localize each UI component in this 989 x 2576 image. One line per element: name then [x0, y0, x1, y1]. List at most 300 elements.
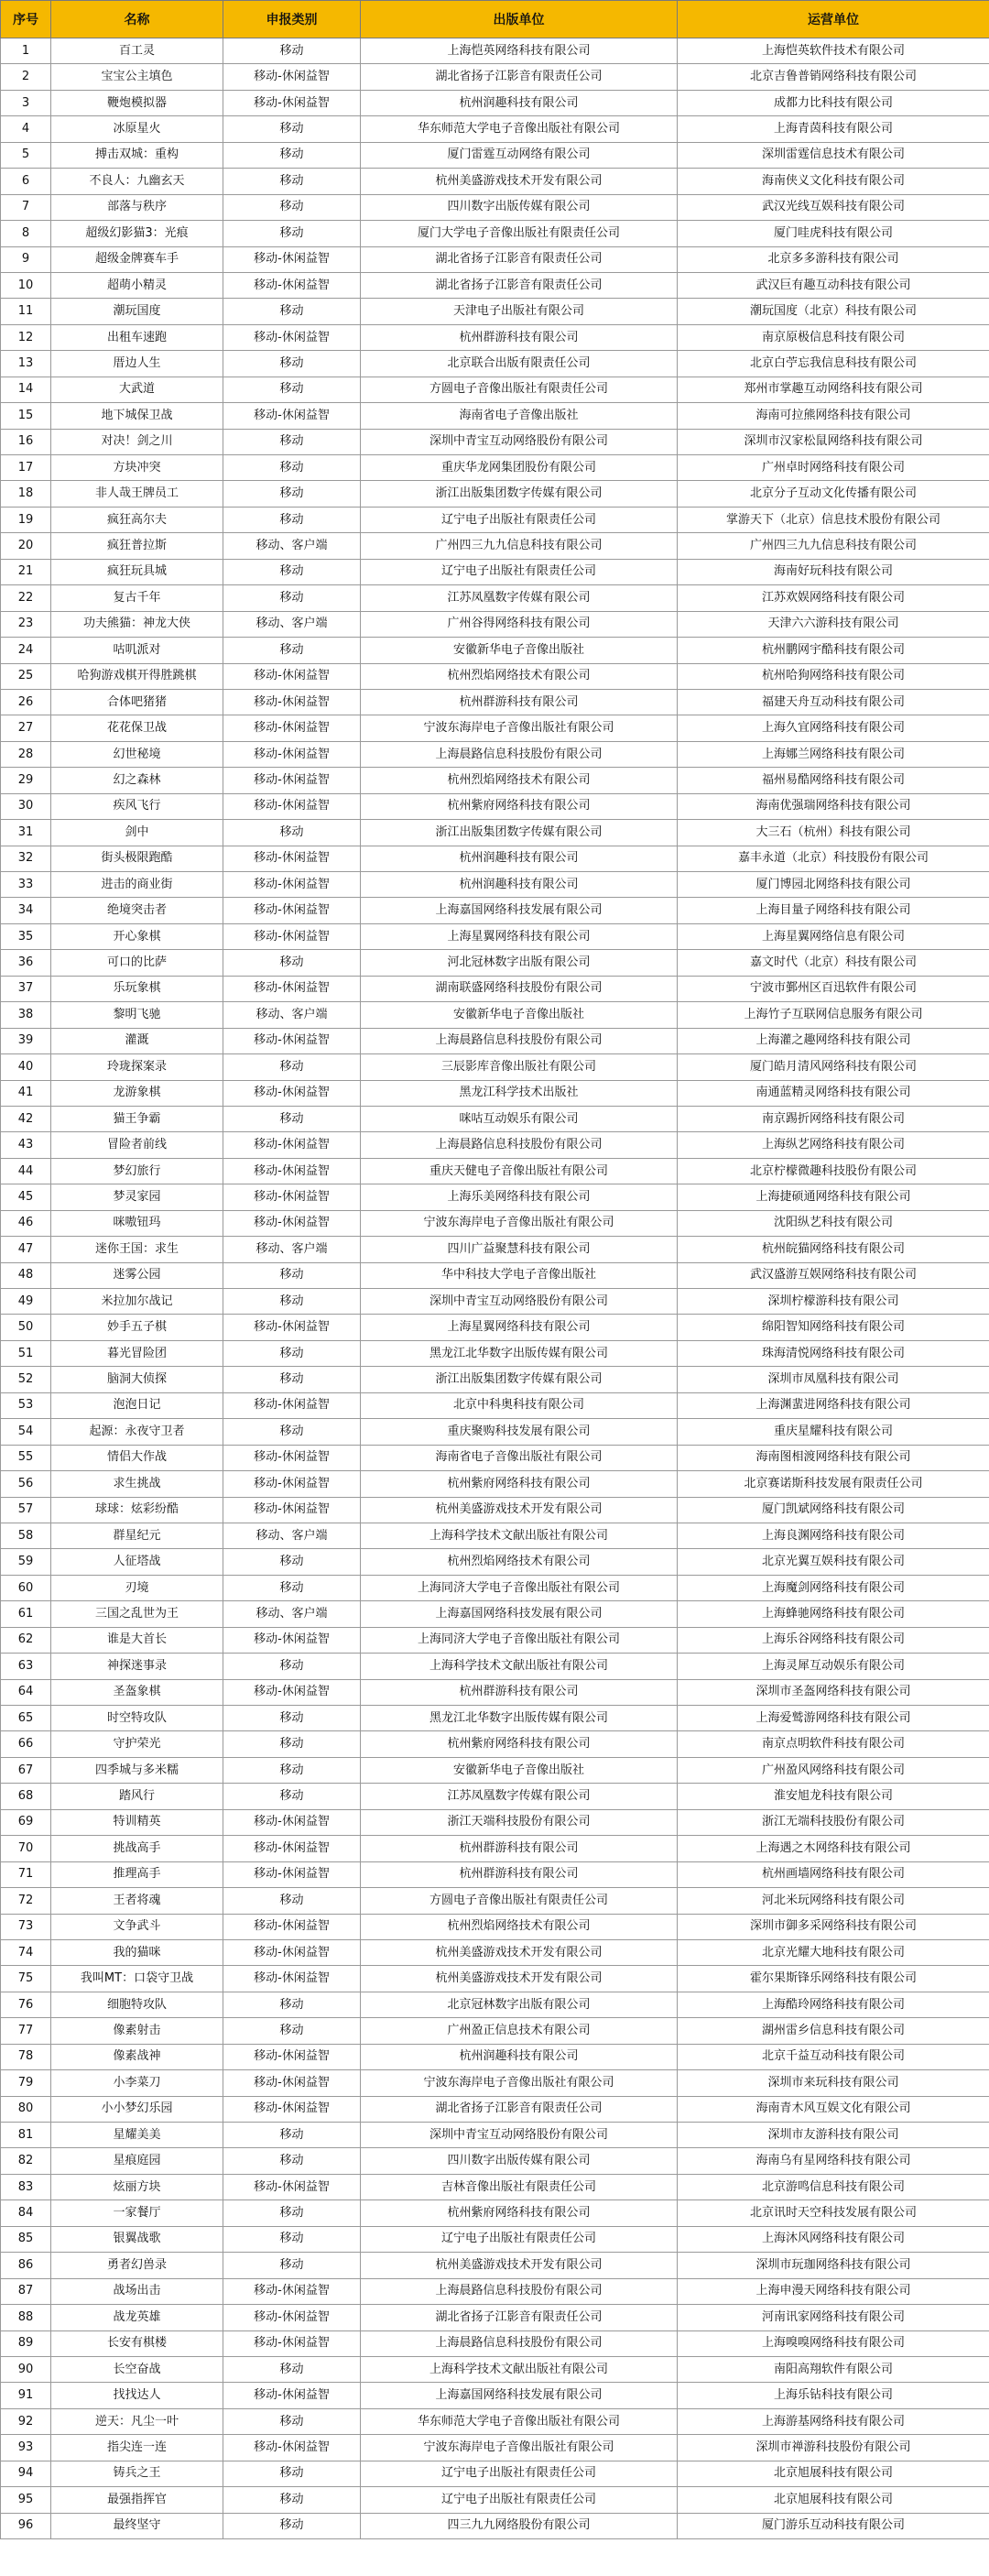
cell-name: 守护荣光 — [51, 1731, 223, 1757]
cell-number: 35 — [1, 923, 51, 949]
table-row — [1, 1757, 989, 1783]
table-row — [1, 611, 989, 637]
cell-operator: 深圳市来玩科技有限公司 — [678, 2070, 989, 2096]
cell-publisher: 上海星翼网络科技有限公司 — [361, 923, 678, 949]
cell-name: 梦幻旅行 — [51, 1158, 223, 1184]
table-row — [1, 403, 989, 429]
cell-category: 移动 — [223, 38, 361, 64]
cell-publisher: 上海科学技术文献出版社有限公司 — [361, 2356, 678, 2382]
table-row — [1, 898, 989, 923]
cell-operator: 上海娜兰网络科技有限公司 — [678, 741, 989, 767]
table-row — [1, 2200, 989, 2226]
cell-operator: 北京分子互动文化传播有限公司 — [678, 481, 989, 507]
cell-publisher: 黑龙江北华数字出版传媒有限公司 — [361, 1706, 678, 1731]
cell-operator: 海南侠义文化科技有限公司 — [678, 169, 989, 194]
cell-category: 移动 — [223, 1992, 361, 2017]
cell-operator: 南京点明软件科技有限公司 — [678, 1731, 989, 1757]
cell-operator: 上海申漫天网络科技有限公司 — [678, 2278, 989, 2304]
cell-name: 小小梦幻乐园 — [51, 2096, 223, 2122]
cell-category: 移动-休闲益智 — [223, 793, 361, 819]
cell-category: 移动 — [223, 2408, 361, 2434]
cell-operator: 广州卓时网络科技有限公司 — [678, 455, 989, 481]
cell-publisher: 上海晨路信息科技股份有限公司 — [361, 2278, 678, 2304]
cell-operator: 上海灵犀互动娱乐有限公司 — [678, 1654, 989, 1679]
cell-number: 18 — [1, 481, 51, 507]
cell-category: 移动 — [223, 169, 361, 194]
table-row — [1, 64, 989, 90]
cell-operator: 南京原极信息科技有限公司 — [678, 324, 989, 350]
cell-publisher: 杭州群游科技有限公司 — [361, 1836, 678, 1861]
cell-category: 移动、客户端 — [223, 1601, 361, 1627]
cell-operator: 海南可拉熊网络科技有限公司 — [678, 403, 989, 429]
cell-name: 开心象棋 — [51, 923, 223, 949]
cell-name: 星痕庭园 — [51, 2148, 223, 2174]
table-row — [1, 2278, 989, 2304]
table-row — [1, 1392, 989, 1418]
cell-publisher: 广州四三九九信息科技有限公司 — [361, 533, 678, 559]
cell-publisher: 河北冠林数字出版有限公司 — [361, 950, 678, 976]
cell-publisher: 宁波东海岸电子音像出版社有限公司 — [361, 1210, 678, 1236]
cell-number: 72 — [1, 1888, 51, 1914]
table-row — [1, 820, 989, 846]
cell-category: 移动 — [223, 377, 361, 402]
cell-number: 56 — [1, 1471, 51, 1497]
cell-operator: 海南好玩科技有限公司 — [678, 559, 989, 584]
cell-number: 30 — [1, 793, 51, 819]
cell-publisher: 四川数字出版传媒有限公司 — [361, 194, 678, 220]
cell-category: 移动 — [223, 1731, 361, 1757]
cell-number: 65 — [1, 1706, 51, 1731]
cell-name: 银翼战歌 — [51, 2226, 223, 2252]
cell-number: 70 — [1, 1836, 51, 1861]
cell-publisher: 湖南联盛网络科技股份有限公司 — [361, 976, 678, 1001]
cell-number: 96 — [1, 2513, 51, 2538]
cell-number: 90 — [1, 2356, 51, 2382]
cell-name: 幻世秘境 — [51, 741, 223, 767]
table-row — [1, 1340, 989, 1366]
cell-operator: 杭州画墙网络科技有限公司 — [678, 1861, 989, 1887]
cell-category: 移动-休闲益智 — [223, 768, 361, 793]
cell-publisher: 杭州烈焰网络技术有限公司 — [361, 1914, 678, 1939]
cell-number: 32 — [1, 846, 51, 871]
cell-number: 37 — [1, 976, 51, 1001]
cell-number: 47 — [1, 1237, 51, 1262]
cell-publisher: 上海科学技术文献出版社有限公司 — [361, 1654, 678, 1679]
table-row — [1, 715, 989, 741]
table-row — [1, 2513, 989, 2538]
cell-name: 街头极限跑酷 — [51, 846, 223, 871]
cell-operator: 厦门博园北网络科技有限公司 — [678, 872, 989, 898]
table-row — [1, 1210, 989, 1236]
cell-operator: 上海渊蜚进网络科技有限公司 — [678, 1392, 989, 1418]
cell-category: 移动 — [223, 221, 361, 246]
cell-operator: 武汉盛游互娱网络科技有限公司 — [678, 1262, 989, 1288]
cell-category: 移动-休闲益智 — [223, 976, 361, 1001]
cell-publisher: 上海嘉国网络科技发展有限公司 — [361, 2383, 678, 2408]
table-row — [1, 1419, 989, 1445]
cell-number: 92 — [1, 2408, 51, 2434]
table-row — [1, 2123, 989, 2148]
cell-category: 移动 — [223, 559, 361, 584]
cell-publisher: 厦门大学电子音像出版社有限责任公司 — [361, 221, 678, 246]
cell-number: 46 — [1, 1210, 51, 1236]
cell-number: 14 — [1, 377, 51, 402]
cell-number: 82 — [1, 2148, 51, 2174]
cell-operator: 潮玩国度（北京）科技有限公司 — [678, 299, 989, 324]
table-row — [1, 923, 989, 949]
cell-operator: 浙江无端科技股份有限公司 — [678, 1809, 989, 1835]
cell-operator: 嘉丰永道（北京）科技股份有限公司 — [678, 846, 989, 871]
cell-number: 39 — [1, 1028, 51, 1053]
table-row — [1, 299, 989, 324]
cell-category: 移动-休闲益智 — [223, 1836, 361, 1861]
table-row — [1, 1497, 989, 1523]
cell-category: 移动-休闲益智 — [223, 872, 361, 898]
cell-publisher: 海南省电子音像出版社有限公司 — [361, 1445, 678, 1470]
cell-name: 疾风飞行 — [51, 793, 223, 819]
cell-number: 75 — [1, 1966, 51, 1992]
cell-name: 复古千年 — [51, 585, 223, 611]
cell-category: 移动-休闲益智 — [223, 689, 361, 715]
cell-category: 移动-休闲益智 — [223, 923, 361, 949]
cell-name: 挑战高手 — [51, 1836, 223, 1861]
cell-category: 移动-休闲益智 — [223, 2174, 361, 2199]
cell-publisher: 华东师范大学电子音像出版社有限公司 — [361, 2408, 678, 2434]
cell-name: 战龙英雄 — [51, 2305, 223, 2330]
cell-category: 移动 — [223, 142, 361, 168]
table-row — [1, 1445, 989, 1470]
cell-name: 踏风行 — [51, 1784, 223, 1809]
cell-publisher: 华中科技大学电子音像出版社 — [361, 1262, 678, 1288]
table-row — [1, 1888, 989, 1914]
cell-category: 移动-休闲益智 — [223, 1184, 361, 1210]
cell-operator: 福州易酷网络科技有限公司 — [678, 768, 989, 793]
cell-operator: 武汉光线互娱科技有限公司 — [678, 194, 989, 220]
cell-number: 7 — [1, 194, 51, 220]
cell-publisher: 上海乐美网络科技有限公司 — [361, 1184, 678, 1210]
table-row — [1, 663, 989, 689]
cell-number: 58 — [1, 1523, 51, 1548]
cell-name: 出租车速跑 — [51, 324, 223, 350]
table-row — [1, 1132, 989, 1158]
cell-number: 38 — [1, 1002, 51, 1028]
table-row — [1, 1080, 989, 1106]
cell-category: 移动 — [223, 1757, 361, 1783]
cell-category: 移动 — [223, 1367, 361, 1392]
cell-category: 移动 — [223, 1654, 361, 1679]
table-row — [1, 377, 989, 402]
cell-name: 龙游象棋 — [51, 1080, 223, 1106]
cell-name: 对决！剑之川 — [51, 429, 223, 454]
cell-publisher: 上海晨路信息科技股份有限公司 — [361, 741, 678, 767]
table-row — [1, 2305, 989, 2330]
cell-category: 移动 — [223, 1340, 361, 1366]
cell-name: 长安有棋楼 — [51, 2330, 223, 2356]
cell-number: 71 — [1, 1861, 51, 1887]
table-row — [1, 2070, 989, 2096]
cell-publisher: 安徽新华电子音像出版社 — [361, 638, 678, 663]
cell-operator: 海南乌有星网络科技有限公司 — [678, 2148, 989, 2174]
cell-publisher: 重庆聚购科技发展有限公司 — [361, 1419, 678, 1445]
table-row — [1, 559, 989, 584]
cell-category: 移动 — [223, 585, 361, 611]
cell-publisher: 浙江出版集团数字传媒有限公司 — [361, 820, 678, 846]
cell-category: 移动-休闲益智 — [223, 715, 361, 741]
cell-publisher: 安徽新华电子音像出版社 — [361, 1757, 678, 1783]
cell-operator: 北京柠檬微趣科技股份有限公司 — [678, 1158, 989, 1184]
cell-number: 87 — [1, 2278, 51, 2304]
cell-number: 26 — [1, 689, 51, 715]
table-row — [1, 1706, 989, 1731]
cell-name: 进击的商业街 — [51, 872, 223, 898]
cell-name: 玲珑探案录 — [51, 1054, 223, 1080]
cell-number: 34 — [1, 898, 51, 923]
table-row — [1, 1549, 989, 1575]
cell-operator: 北京赛诺斯科技发展有限责任公司 — [678, 1471, 989, 1497]
cell-category: 移动 — [223, 950, 361, 976]
table-row — [1, 2174, 989, 2199]
cell-number: 61 — [1, 1601, 51, 1627]
cell-name: 迷你王国：求生 — [51, 1237, 223, 1262]
cell-name: 像素射击 — [51, 2018, 223, 2044]
cell-publisher: 北京中科奥科技有限公司 — [361, 1392, 678, 1418]
cell-publisher: 黑龙江北华数字出版传媒有限公司 — [361, 1340, 678, 1366]
cell-category: 移动、客户端 — [223, 611, 361, 637]
table-row — [1, 142, 989, 168]
table-row — [1, 1367, 989, 1392]
cell-name: 冰原星火 — [51, 116, 223, 142]
cell-publisher: 江苏凤凰数字传媒有限公司 — [361, 1784, 678, 1809]
cell-category: 移动-休闲益智 — [223, 1939, 361, 1965]
cell-publisher: 杭州美盛游戏技术开发有限公司 — [361, 1966, 678, 1992]
cell-name: 迷雾公园 — [51, 1262, 223, 1288]
cell-publisher: 宁波东海岸电子音像出版社有限公司 — [361, 2435, 678, 2461]
cell-operator: 上海爱鹫游网络科技有限公司 — [678, 1706, 989, 1731]
cell-name: 我叫MT：口袋守卫战 — [51, 1966, 223, 1992]
cell-publisher: 上海同济大学电子音像出版社有限公司 — [361, 1575, 678, 1600]
cell-category: 移动-休闲益智 — [223, 272, 361, 298]
cell-operator: 北京光翼互娱科技有限公司 — [678, 1549, 989, 1575]
cell-category: 移动 — [223, 1419, 361, 1445]
cell-name: 人征塔战 — [51, 1549, 223, 1575]
cell-category: 移动-休闲益智 — [223, 1445, 361, 1470]
cell-operator: 南京踢折网络科技有限公司 — [678, 1106, 989, 1131]
cell-category: 移动-休闲益智 — [223, 741, 361, 767]
cell-operator: 深圳市汉家松鼠网络科技有限公司 — [678, 429, 989, 454]
cell-category: 移动-休闲益智 — [223, 846, 361, 871]
cell-publisher: 上海晨路信息科技股份有限公司 — [361, 2330, 678, 2356]
cell-operator: 上海乐钻科技有限公司 — [678, 2383, 989, 2408]
cell-number: 55 — [1, 1445, 51, 1470]
table-row — [1, 976, 989, 1001]
cell-publisher: 重庆华龙网集团股份有限公司 — [361, 455, 678, 481]
cell-number: 59 — [1, 1549, 51, 1575]
cell-name: 刃境 — [51, 1575, 223, 1600]
cell-category: 移动 — [223, 2487, 361, 2513]
cell-operator: 上海游基网络科技有限公司 — [678, 2408, 989, 2434]
cell-category: 移动 — [223, 1289, 361, 1315]
cell-name: 四季城与多米糯 — [51, 1757, 223, 1783]
cell-operator: 河南讯家网络科技有限公司 — [678, 2305, 989, 2330]
cell-number: 6 — [1, 169, 51, 194]
table-row — [1, 1731, 989, 1757]
table-row — [1, 1966, 989, 1992]
cell-number: 19 — [1, 507, 51, 532]
cell-name: 超级金牌赛车手 — [51, 246, 223, 272]
cell-name: 勇者幻兽录 — [51, 2253, 223, 2278]
cell-operator: 上海久宜网络科技有限公司 — [678, 715, 989, 741]
cell-publisher: 杭州群游科技有限公司 — [361, 1679, 678, 1705]
cell-name: 功夫熊猫：神龙大侠 — [51, 611, 223, 637]
table-row — [1, 1158, 989, 1184]
cell-number: 8 — [1, 221, 51, 246]
table-row — [1, 585, 989, 611]
cell-publisher: 辽宁电子出版社有限责任公司 — [361, 2226, 678, 2252]
cell-number: 11 — [1, 299, 51, 324]
cell-operator: 北京讯时天空科技发展有限公司 — [678, 2200, 989, 2226]
cell-operator: 深圳市御多采网络科技有限公司 — [678, 1914, 989, 1939]
cell-category: 移动-休闲益智 — [223, 663, 361, 689]
cell-name: 哈狗游戏棋开得胜跳棋 — [51, 663, 223, 689]
cell-category: 移动-休闲益智 — [223, 1809, 361, 1835]
cell-publisher: 杭州烈焰网络技术有限公司 — [361, 663, 678, 689]
cell-name: 最强指挥官 — [51, 2487, 223, 2513]
cell-name: 绝境突击者 — [51, 898, 223, 923]
cell-number: 76 — [1, 1992, 51, 2017]
cell-publisher: 辽宁电子出版社有限责任公司 — [361, 559, 678, 584]
table-row — [1, 1809, 989, 1835]
cell-operator: 北京旭展科技有限公司 — [678, 2487, 989, 2513]
cell-name: 冒险者前线 — [51, 1132, 223, 1158]
cell-operator: 郑州市掌趣互动网络科技有限公司 — [678, 377, 989, 402]
cell-operator: 厦门哇虎科技有限公司 — [678, 221, 989, 246]
cell-category: 移动-休闲益智 — [223, 1132, 361, 1158]
cell-number: 4 — [1, 116, 51, 142]
cell-publisher: 上海晨路信息科技股份有限公司 — [361, 1028, 678, 1053]
cell-publisher: 安徽新华电子音像出版社 — [361, 1002, 678, 1028]
cell-name: 起源：永夜守卫者 — [51, 1419, 223, 1445]
cell-category: 移动-休闲益智 — [223, 2305, 361, 2330]
table-row — [1, 2018, 989, 2044]
cell-operator: 深圳市玩珈网络科技有限公司 — [678, 2253, 989, 2278]
cell-name: 谁是大首长 — [51, 1627, 223, 1653]
table-row — [1, 1627, 989, 1653]
cell-operator: 福建天舟互动科技有限公司 — [678, 689, 989, 715]
table-row — [1, 1575, 989, 1600]
table-row — [1, 455, 989, 481]
cell-operator: 珠海清悦网络科技有限公司 — [678, 1340, 989, 1366]
cell-category: 移动 — [223, 2253, 361, 2278]
cell-operator: 上海酷玲网络科技有限公司 — [678, 1992, 989, 2017]
cell-category: 移动-休闲益智 — [223, 1392, 361, 1418]
cell-category: 移动 — [223, 1262, 361, 1288]
cell-name: 合体吧猪猪 — [51, 689, 223, 715]
cell-number: 64 — [1, 1679, 51, 1705]
cell-number: 60 — [1, 1575, 51, 1600]
table-row — [1, 950, 989, 976]
cell-number: 86 — [1, 2253, 51, 2278]
table-row — [1, 1184, 989, 1210]
cell-name: 地下城保卫战 — [51, 403, 223, 429]
cell-category: 移动 — [223, 299, 361, 324]
cell-operator: 杭州哈狗网络科技有限公司 — [678, 663, 989, 689]
cell-category: 移动 — [223, 1706, 361, 1731]
cell-publisher: 天津电子出版社有限公司 — [361, 299, 678, 324]
cell-number: 95 — [1, 2487, 51, 2513]
cell-number: 88 — [1, 2305, 51, 2330]
header-row — [1, 1, 989, 38]
cell-operator: 嘉文时代（北京）科技有限公司 — [678, 950, 989, 976]
cell-name: 神探迷事录 — [51, 1654, 223, 1679]
cell-number: 22 — [1, 585, 51, 611]
cell-category: 移动-休闲益智 — [223, 2383, 361, 2408]
cell-number: 15 — [1, 403, 51, 429]
cell-publisher: 杭州紫府网络科技有限公司 — [361, 2200, 678, 2226]
cell-operator: 河北米玩网络科技有限公司 — [678, 1888, 989, 1914]
cell-number: 48 — [1, 1262, 51, 1288]
cell-name: 不良人：九幽玄天 — [51, 169, 223, 194]
cell-name: 咪嗷钮玛 — [51, 1210, 223, 1236]
cell-number: 74 — [1, 1939, 51, 1965]
cell-name: 逆天：凡尘一叶 — [51, 2408, 223, 2434]
cell-category: 移动 — [223, 2356, 361, 2382]
cell-operator: 重庆星耀科技有限公司 — [678, 1419, 989, 1445]
table-row — [1, 1992, 989, 2017]
cell-number: 25 — [1, 663, 51, 689]
cell-number: 24 — [1, 638, 51, 663]
cell-operator: 绵阳智知网络科技有限公司 — [678, 1315, 989, 1340]
cell-publisher: 华东师范大学电子音像出版社有限公司 — [361, 116, 678, 142]
cell-name: 超萌小精灵 — [51, 272, 223, 298]
cell-operator: 北京多多游科技有限公司 — [678, 246, 989, 272]
cell-category: 移动 — [223, 2148, 361, 2174]
cell-name: 求生挑战 — [51, 1471, 223, 1497]
cell-publisher: 上海星翼网络科技有限公司 — [361, 1315, 678, 1340]
cell-operator: 淮安旭龙科技有限公司 — [678, 1784, 989, 1809]
cell-number: 42 — [1, 1106, 51, 1131]
table-row — [1, 1784, 989, 1809]
table-row — [1, 1315, 989, 1340]
cell-name: 像素战神 — [51, 2044, 223, 2069]
table-row — [1, 1002, 989, 1028]
cell-publisher: 吉林音像出版社有限责任公司 — [361, 2174, 678, 2199]
cell-number: 79 — [1, 2070, 51, 2096]
table-row — [1, 1028, 989, 1053]
table-row — [1, 221, 989, 246]
cell-number: 41 — [1, 1080, 51, 1106]
cell-number: 89 — [1, 2330, 51, 2356]
table-row — [1, 1679, 989, 1705]
cell-number: 67 — [1, 1757, 51, 1783]
cell-name: 剑中 — [51, 820, 223, 846]
cell-publisher: 海南省电子音像出版社 — [361, 403, 678, 429]
cell-operator: 北京千益互动科技有限公司 — [678, 2044, 989, 2069]
cell-publisher: 浙江天端科技股份有限公司 — [361, 1809, 678, 1835]
cell-category: 移动-休闲益智 — [223, 1679, 361, 1705]
cell-category: 移动-休闲益智 — [223, 64, 361, 90]
cell-operator: 海南青木风互娱文化有限公司 — [678, 2096, 989, 2122]
cell-operator: 上海遇之木网络科技有限公司 — [678, 1836, 989, 1861]
cell-name: 三国之乱世为王 — [51, 1601, 223, 1627]
cell-category: 移动 — [223, 1549, 361, 1575]
cell-number: 83 — [1, 2174, 51, 2199]
cell-name: 铸兵之王 — [51, 2461, 223, 2486]
cell-number: 16 — [1, 429, 51, 454]
cell-name: 潮玩国度 — [51, 299, 223, 324]
table-row — [1, 481, 989, 507]
header-publisher: 出版单位 — [361, 1, 678, 38]
cell-publisher: 上海恺英网络科技有限公司 — [361, 38, 678, 64]
